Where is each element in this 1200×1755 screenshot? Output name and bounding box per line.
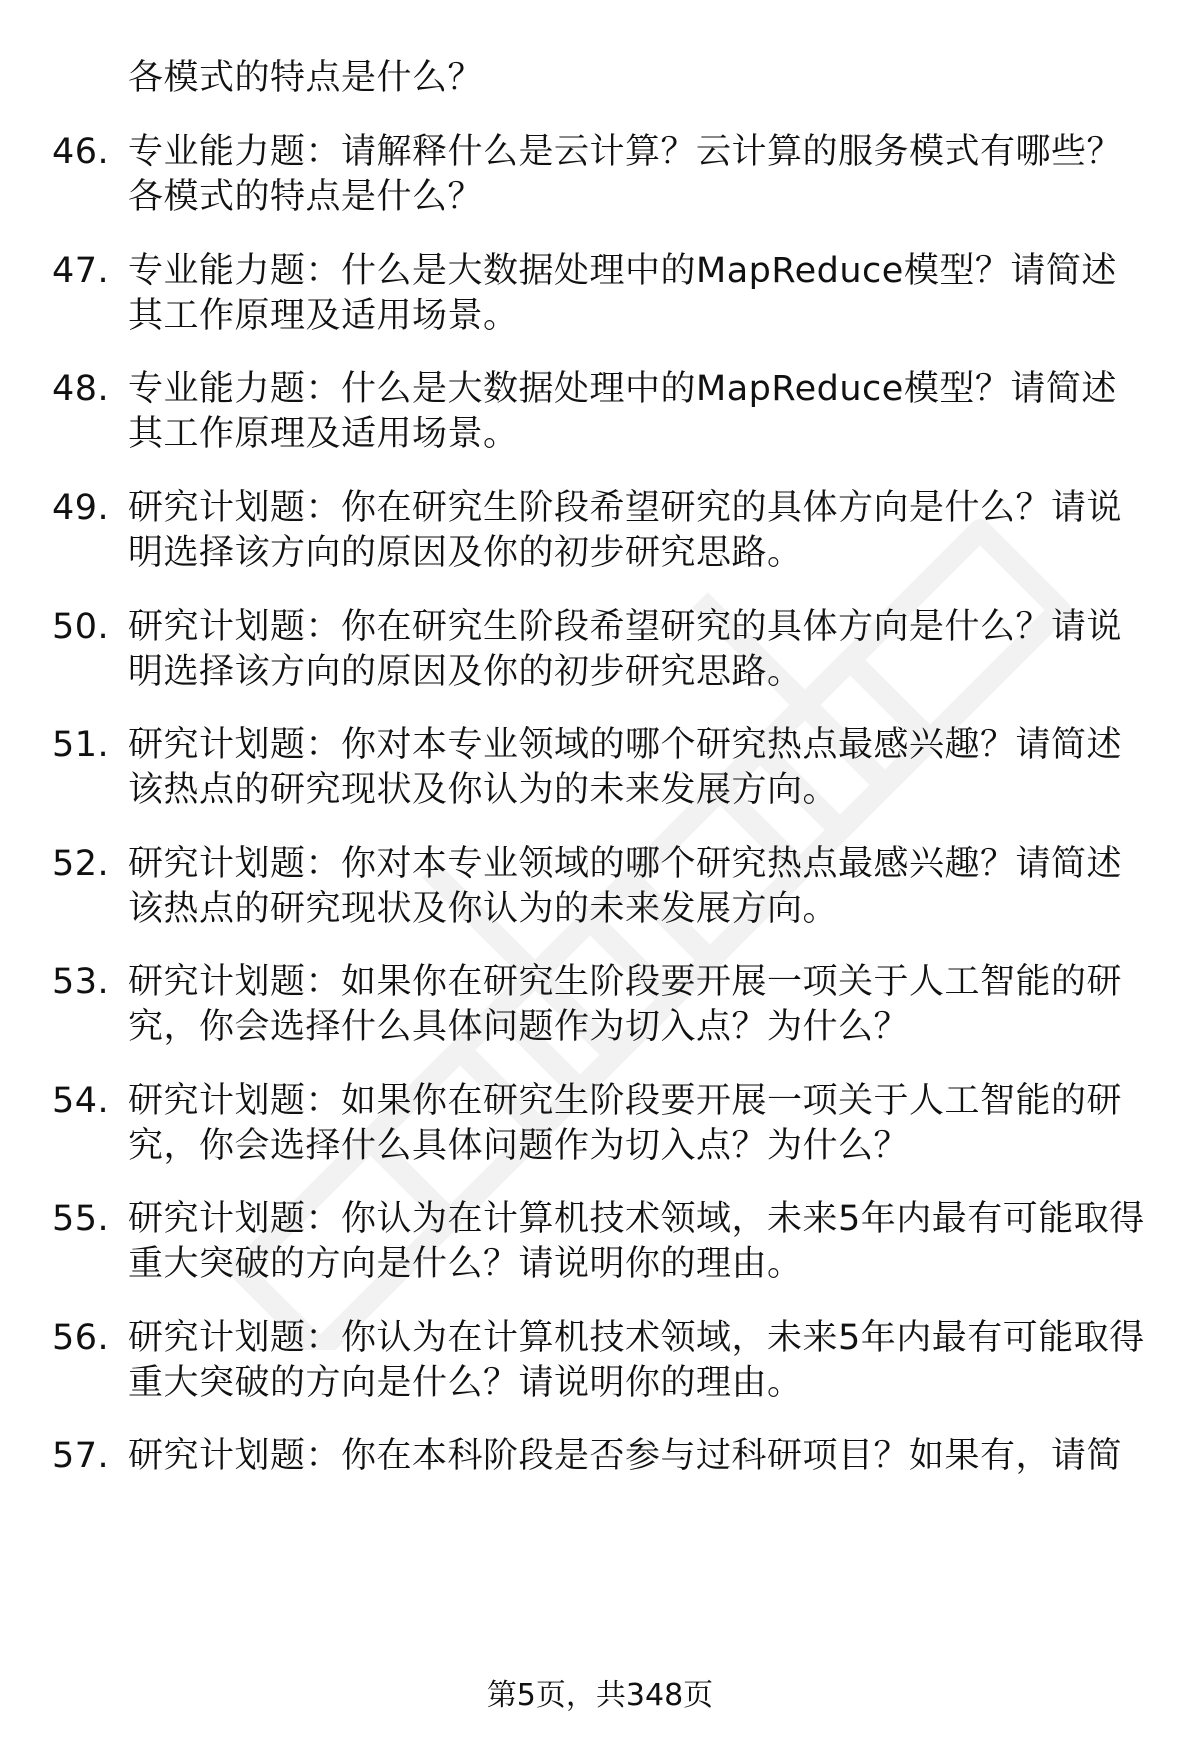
question-53-text-line2: 究，你会选择什么具体问题作为切入点？为什么？ [128,1007,910,1047]
question-53-text-line1: 研究计划题：如果你在研究生阶段要开展一项关于人工智能的研 [128,962,1123,1002]
question-48-text-line2: 其工作原理及适用场景。 [128,414,519,454]
question-46-number: 46. [52,132,110,172]
question-56-text-line2: 重大突破的方向是什么？请说明你的理由。 [128,1363,803,1403]
question-46-text-line1: 专业能力题：请解释什么是云计算？云计算的服务模式有哪些？ [128,132,1123,172]
question-51-text-line1: 研究计划题：你对本专业领域的哪个研究热点最感兴趣？请简述 [128,725,1123,765]
question-50-text-line1: 研究计划题：你在研究生阶段希望研究的具体方向是什么？请说 [128,607,1123,647]
question-48-number: 48. [52,369,110,409]
question-54-text-line1: 研究计划题：如果你在研究生阶段要开展一项关于人工智能的研 [128,1081,1123,1121]
question-55-text-line1: 研究计划题：你认为在计算机技术领域，未来5年内最有可能取得 [128,1199,1145,1239]
question-55-text-line2: 重大突破的方向是什么？请说明你的理由。 [128,1244,803,1284]
question-50-number: 50. [52,607,110,647]
page-footer: 第5页，共348页 [486,1678,714,1713]
question-56-number: 56. [52,1318,110,1358]
question-57-text-line1: 研究计划题：你在本科阶段是否参与过科研项目？如果有，请简 [128,1436,1123,1476]
question-51-text-line2: 该热点的研究现状及你认为的未来发展方向。 [128,770,839,810]
question-51-number: 51. [52,725,110,765]
question-54-text-line2: 究，你会选择什么具体问题作为切入点？为什么？ [128,1126,910,1166]
question-49-text-line1: 研究计划题：你在研究生阶段希望研究的具体方向是什么？请说 [128,488,1123,528]
question-45-continuation: 各模式的特点是什么？ [128,58,484,98]
question-50-text-line2: 明选择该方向的原因及你的初步研究思路。 [128,652,803,692]
question-52-text-line1: 研究计划题：你对本专业领域的哪个研究热点最感兴趣？请简述 [128,844,1123,884]
question-47-number: 47. [52,251,110,291]
question-52-text-line2: 该热点的研究现状及你认为的未来发展方向。 [128,889,839,929]
question-57-number: 57. [52,1436,110,1476]
question-52-number: 52. [52,844,110,884]
question-54-number: 54. [52,1081,110,1121]
question-55-number: 55. [52,1199,110,1239]
question-46-text-line2: 各模式的特点是什么？ [128,177,484,217]
question-47-text-line1: 专业能力题：什么是大数据处理中的MapReduce模型？请简述 [128,251,1117,291]
question-53-number: 53. [52,962,110,1002]
question-49-number: 49. [52,488,110,528]
question-48-text-line1: 专业能力题：什么是大数据处理中的MapReduce模型？请简述 [128,369,1117,409]
question-47-text-line2: 其工作原理及适用场景。 [128,296,519,336]
question-49-text-line2: 明选择该方向的原因及你的初步研究思路。 [128,533,803,573]
question-56-text-line1: 研究计划题：你认为在计算机技术领域，未来5年内最有可能取得 [128,1318,1145,1358]
